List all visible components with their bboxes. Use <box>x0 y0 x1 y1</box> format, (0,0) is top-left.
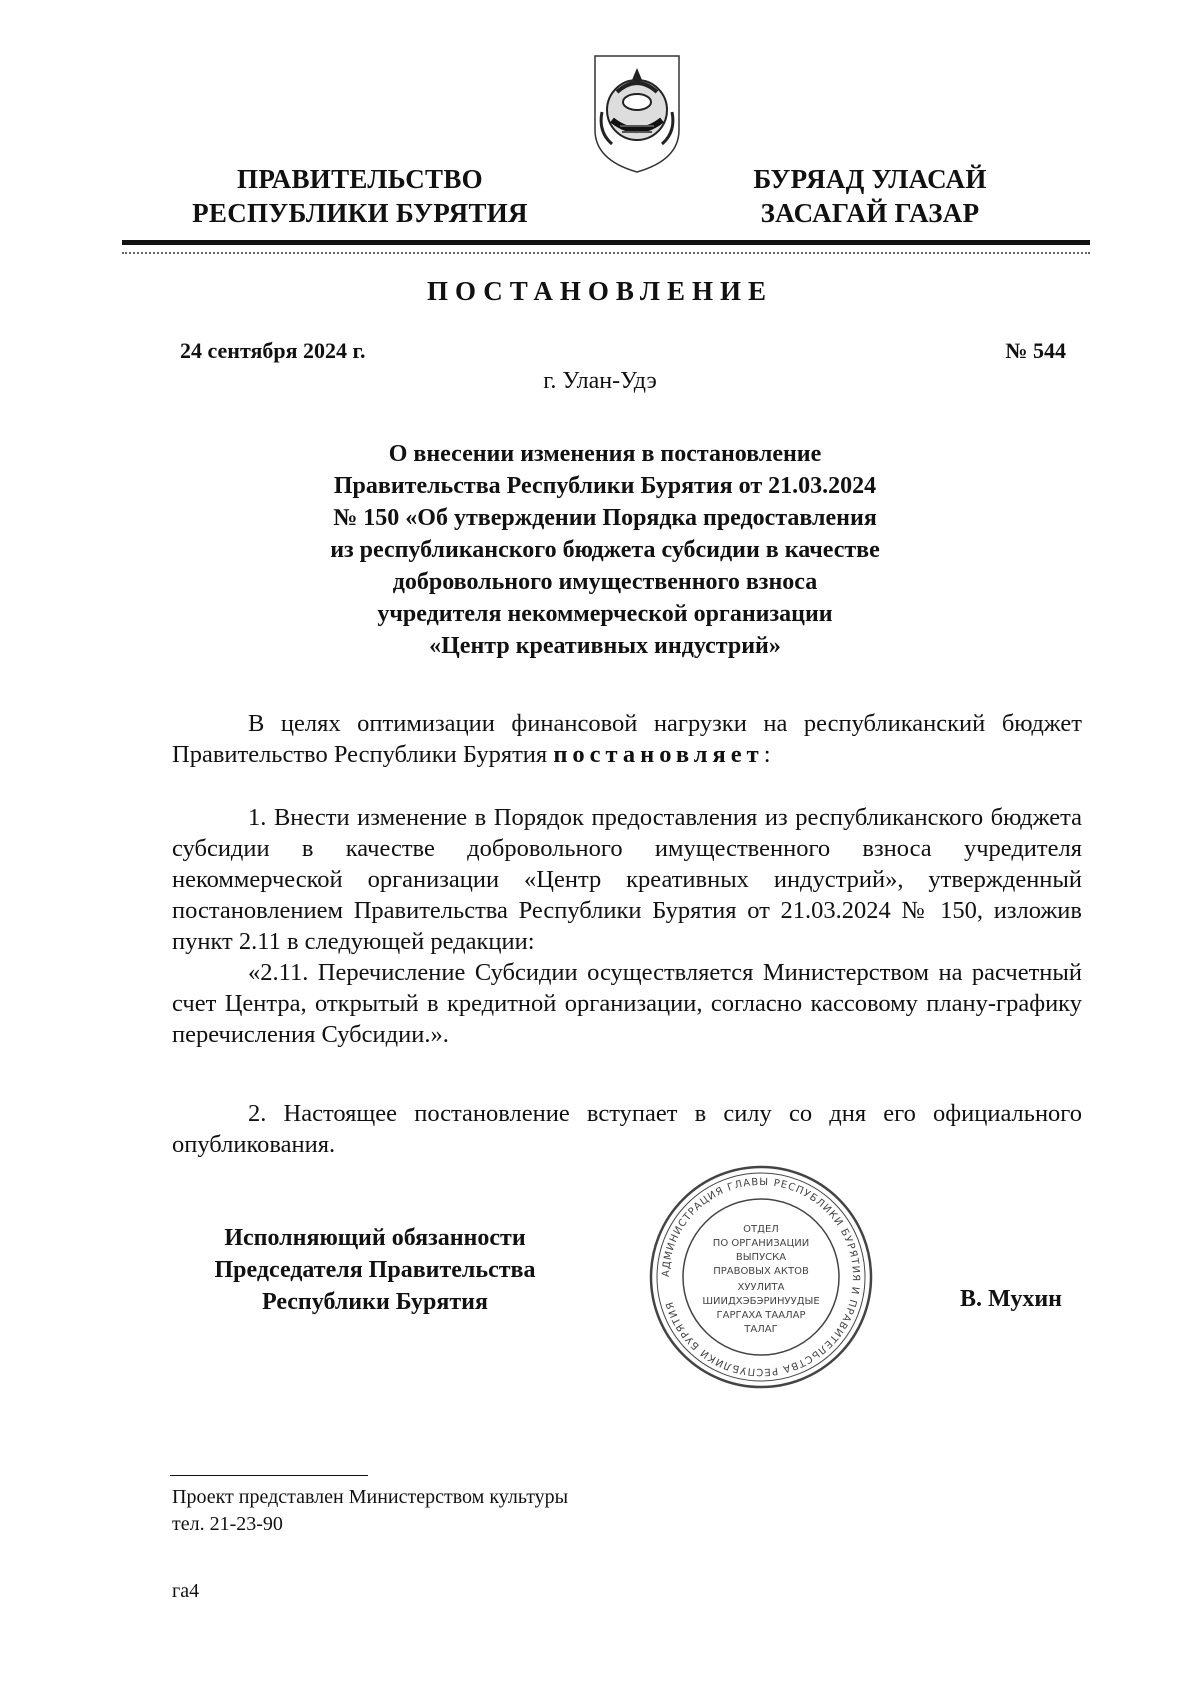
official-stamp-icon <box>646 1162 876 1392</box>
subject-line: «Центр креативных индустрий» <box>429 633 781 659</box>
footnote-ministry: Проект представлен Министерством культуры <box>172 1486 569 1508</box>
footnote <box>172 1484 568 1538</box>
seal-center-line: ШИИДХЭБЭРИНУУДЫЕ <box>702 1296 820 1307</box>
issuer-name-bua-line1: БУРЯАД УЛАСАЙ <box>753 164 987 194</box>
footnote-divider <box>170 1475 368 1476</box>
signatory-name: В. Мухин <box>960 1286 1062 1312</box>
document-city: г. Улан-Удэ <box>543 368 657 394</box>
document-number: № 544 <box>1005 338 1066 363</box>
document-code: га4 <box>172 1580 200 1602</box>
preamble-end: : <box>763 741 771 768</box>
document-title: ПОСТАНОВЛЕНИЕ <box>426 276 774 306</box>
issuer-name-ru-line1: ПРАВИТЕЛЬСТВО <box>237 164 483 194</box>
document-subject <box>250 438 960 662</box>
seal-outer-text: АДМИНИСТРАЦИЯ ГЛАВЫ РЕСПУБЛИКИ БУРЯТИЯ И ПРАВИТЕЛЬСТВА РЕСПУБЛИКИ БУРЯТИЯ <box>660 1176 862 1378</box>
signatory-position-line3: Республики Бурятия <box>261 1289 488 1315</box>
preamble-text: В целях оптимизации финансовой нагрузки на республиканский бюджет Правительство Республики Бурятия <box>172 710 1082 768</box>
signatory-position-line2: Председателя Правительства <box>214 1257 536 1283</box>
item-1-quote-paragraph: «2.11. Перечисление Субсидии осуществляется Министерством на расчетный счет Центра, открытый в кредитной организации, согласно кассовому плану-графику перечисления Субсидии.». <box>172 959 1082 1048</box>
header-divider <box>122 240 1090 245</box>
seal-center-line: ГАРГАХА ТААЛАР <box>716 1310 806 1321</box>
subject-line: добровольного имущественного взноса <box>392 569 818 595</box>
subject-line: О внесении изменения в постановление <box>388 441 822 467</box>
issuer-name-bua-line2: ЗАСАГАЙ ГАЗАР <box>760 198 980 228</box>
subject-line: из республиканского бюджета субсидии в качестве <box>330 537 880 563</box>
subject-line: Правительства Республики Бурятия от 21.03.2024 <box>333 473 877 499</box>
seal-center-line: ПО ОРГАНИЗАЦИИ <box>712 1238 810 1249</box>
preamble-keyword: постановляет <box>553 741 764 768</box>
issuer-name-bua <box>690 162 1050 230</box>
subject-line: № 150 «Об утверждении Порядка предоставления <box>333 505 877 531</box>
footnote-phone: тел. 21-23-90 <box>172 1513 283 1535</box>
coat-of-arms-icon <box>590 52 684 176</box>
signatory-position <box>170 1222 580 1318</box>
item-1-paragraph: 1. Внести изменение в Порядок предоставления из республиканского бюджета субсидии в качестве добровольного имущественного взноса учредителя некоммерческой организации «Центр креативных индустрий», утвержденный постановлением Правительства Республики Бурятия от 21.03.2024 № 150, изложив пункт 2.11 в следующей редакции: <box>172 804 1082 955</box>
seal-center-line: ОТДЕЛ <box>743 1224 779 1235</box>
issuer-name-ru-line2: РЕСПУБЛИКИ БУРЯТИЯ <box>192 198 528 228</box>
preamble-paragraph <box>172 708 1082 770</box>
item-2-paragraph: 2. Настоящее постановление вступает в силу со дня его официального опубликования. <box>172 1100 1082 1158</box>
issuer-name-ru <box>180 162 540 230</box>
seal-center-line: ТАЛАГ <box>744 1324 778 1335</box>
subject-line: учредителя некоммерческой организации <box>377 601 833 627</box>
seal-center-line: ХУУЛИТА <box>737 1282 785 1293</box>
document-date: 24 сентября 2024 г. <box>180 338 366 363</box>
seal-center-line: ПРАВОВЫХ АКТОВ <box>713 1266 809 1277</box>
signatory-position-line1: Исполняющий обязанности <box>224 1225 526 1251</box>
header-divider-dotted <box>122 252 1090 254</box>
seal-center-line: ВЫПУСКА <box>735 1252 787 1263</box>
